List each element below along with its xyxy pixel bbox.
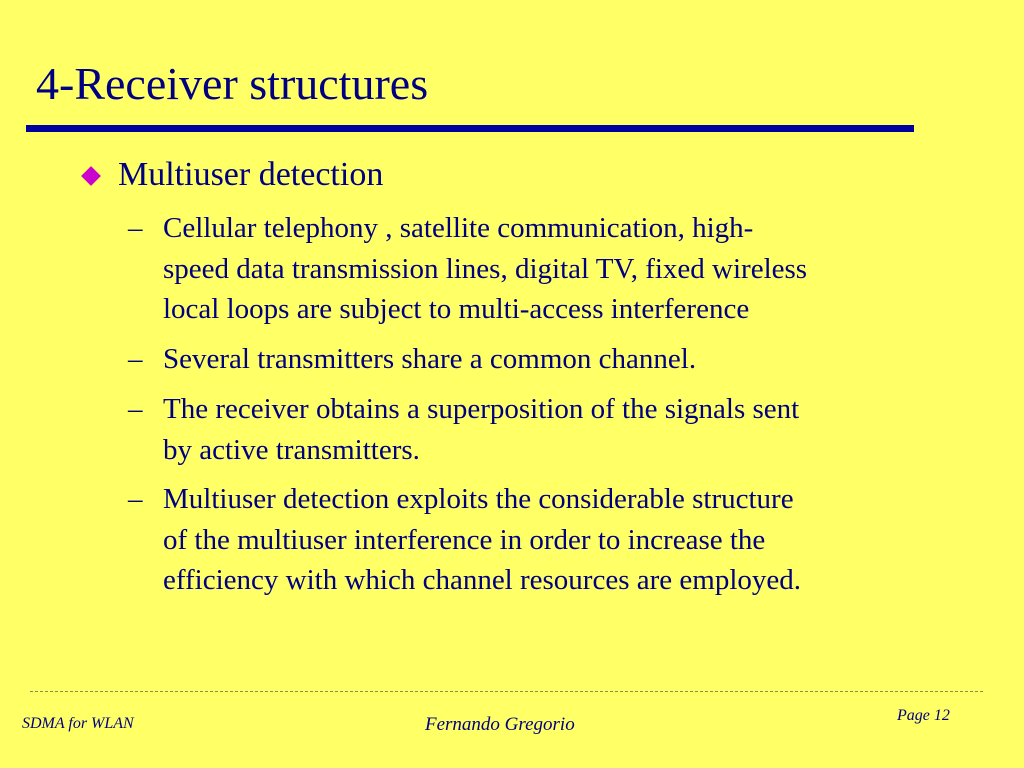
slide-title: 4-Receiver structures — [36, 58, 429, 109]
dash-marker: – — [128, 393, 143, 425]
title-underline — [26, 125, 914, 132]
sub-item-line: speed data transmission lines, digital TV, fixed wireless — [163, 252, 808, 285]
dash-marker: – — [128, 483, 143, 515]
bullet-text: Multiuser detection — [118, 156, 384, 193]
footer-presentation-title: SDMA for WLAN — [22, 715, 134, 732]
sub-item-line: of the multiuser interference in order to increase the — [163, 523, 766, 556]
sub-item-text — [163, 208, 943, 330]
sub-item-line: local loops are subject to multi-access interference — [163, 293, 750, 325]
sub-item-text — [163, 389, 943, 470]
footer-divider — [30, 691, 983, 692]
sub-item-line: The receiver obtains a superposition of the signals sent — [163, 393, 800, 425]
footer-author: Fernando Gregorio — [425, 714, 575, 735]
sub-item-line: efficiency with which channel resources are employed. — [163, 564, 801, 596]
dash-marker: – — [128, 343, 143, 375]
sub-item-text — [163, 339, 943, 380]
sub-item-text — [163, 479, 943, 601]
diamond-bullet-icon — [81, 166, 101, 186]
dash-marker: – — [128, 212, 143, 244]
sub-item-line: Several transmitters share a common channel. — [163, 343, 697, 375]
sub-item-line: by active transmitters. — [163, 433, 420, 466]
sub-item-line: Multiuser detection exploits the considerable structure — [163, 483, 794, 515]
footer-page-number: Page 12 — [897, 707, 950, 724]
sub-item-line: Cellular telephony , satellite communication, high- — [163, 212, 754, 244]
